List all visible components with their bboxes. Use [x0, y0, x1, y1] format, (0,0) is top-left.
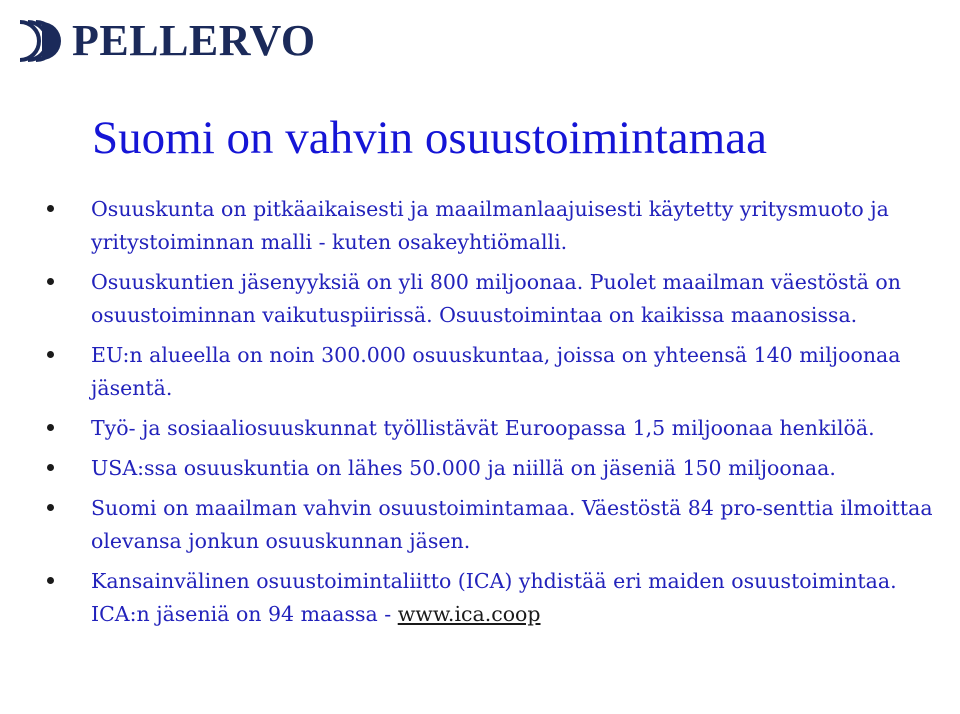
- bullet-dot-icon: [47, 577, 54, 584]
- bullet-text: Työ- ja sosiaaliosuuskunnat työllistävät Euroopassa 1,5 miljoonaa henkilöä.: [91, 416, 875, 440]
- bullet-text: Suomi on maailman vahvin osuustoimintamaa. Väestöstä 84 pro-senttia ilmoittaa olevansa jonkun osuuskunnan jäsen.: [91, 496, 933, 553]
- bullet-item: [0, 193, 960, 259]
- bullet-item: [0, 266, 960, 332]
- ica-link[interactable]: www.ica.coop: [397, 602, 541, 626]
- bullet-dot-icon: [47, 205, 54, 212]
- bullet-text: Kansainvälinen osuustoimintaliitto (ICA) yhdistää eri maiden osuustoimintaa. ICA:n jäseniä on 94 maassa -: [91, 569, 897, 626]
- bullet-dot-icon: [47, 464, 54, 471]
- bullet-item: [0, 452, 960, 485]
- bullet-text: USA:ssa osuuskuntia on lähes 50.000 ja niillä on jäseniä 150 miljoonaa.: [91, 456, 836, 480]
- bullet-item: [0, 339, 960, 405]
- logo-text: PELLERVO: [72, 16, 316, 65]
- bullet-list: [0, 193, 960, 638]
- bullet-item: [0, 565, 960, 631]
- bullet-item: [0, 492, 960, 558]
- bullet-dot-icon: [47, 504, 54, 511]
- bullet-text: Osuuskunta on pitkäaikaisesti ja maailmanlaajuisesti käytetty yritysmuoto ja yritystoiminnan malli - kuten osakeyhtiömalli.: [91, 197, 889, 254]
- bullet-item: [0, 412, 960, 445]
- bullet-text: Osuuskuntien jäsenyyksiä on yli 800 miljoonaa. Puolet maailman väestöstä on osuustoiminnan vaikutuspiirissä. Osuustoimintaa on kaikissa maanosissa.: [91, 270, 901, 327]
- pellervo-logo: [14, 18, 316, 64]
- bullet-dot-icon: [47, 278, 54, 285]
- bullet-dot-icon: [47, 351, 54, 358]
- bullet-text: EU:n alueella on noin 300.000 osuuskuntaa, joissa on yhteensä 140 miljoonaa jäsentä.: [91, 343, 901, 400]
- pellervo-logo-icon: [14, 18, 66, 64]
- bullet-dot-icon: [47, 424, 54, 431]
- slide-title: Suomi on vahvin osuustoimintamaa: [92, 112, 767, 164]
